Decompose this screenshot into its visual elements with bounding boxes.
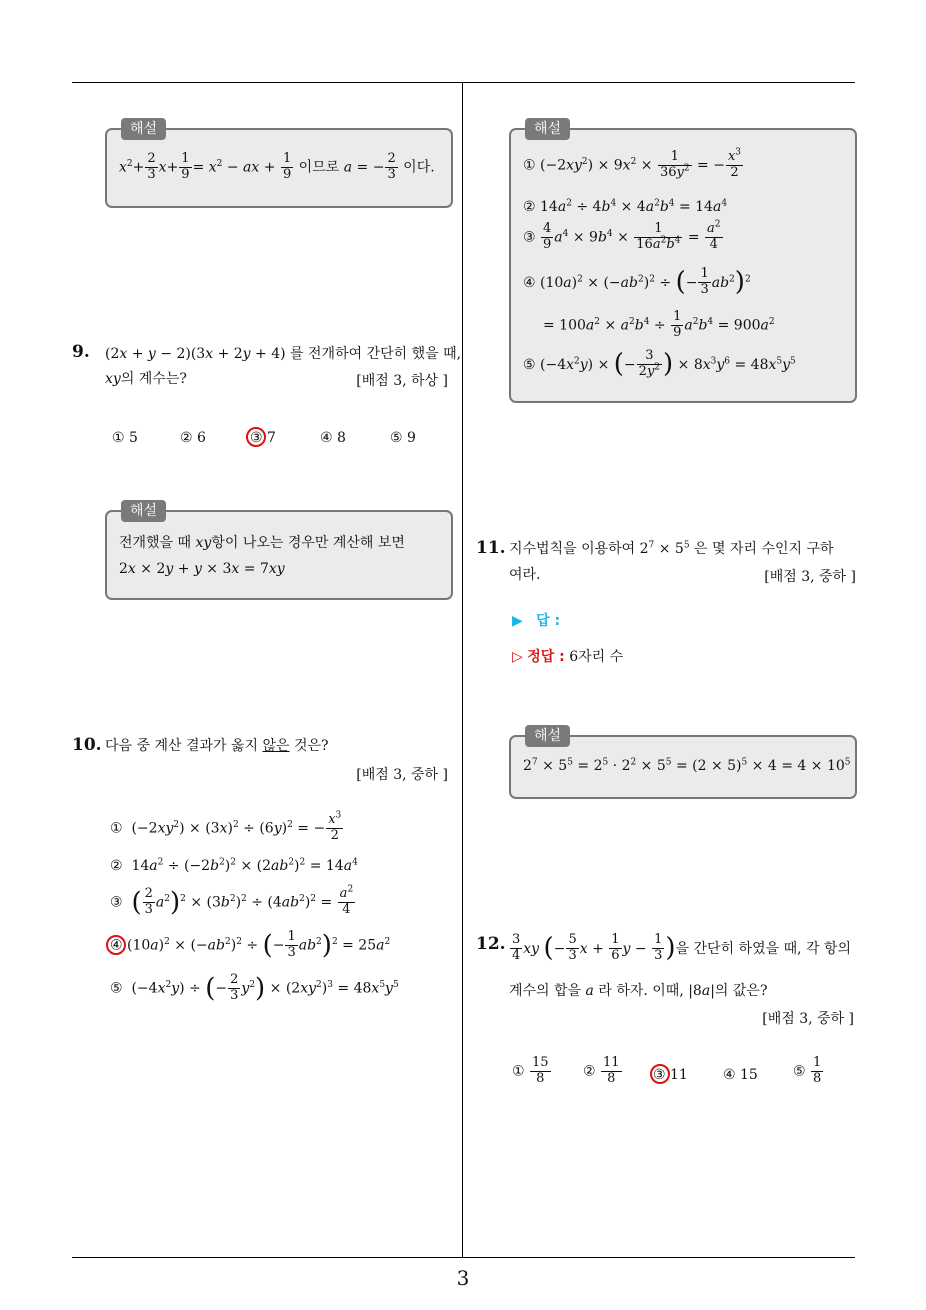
play-triangle-icon: ▶ <box>512 613 523 629</box>
q10-meta: [배점 3, 중하 ] <box>356 767 448 783</box>
correct-value: 6자리 수 <box>569 649 624 665</box>
q12-text2a: 계수의 합을 <box>509 983 582 999</box>
solution-box-q10 <box>509 121 857 403</box>
answer-mark-circle <box>246 427 266 447</box>
page-number: 3 <box>456 1266 470 1290</box>
q11-line2: 여라. <box>509 567 541 583</box>
q10-line1 <box>105 737 329 755</box>
q12-choice-4[interactable]: ④ 15 <box>723 1067 758 1083</box>
q11-line1: 지수법칙을 이용하여 $2^7 \times 5^5$ 은 몇 자리 수인지 구하 <box>509 540 834 557</box>
outline-triangle-icon: ▷ <box>512 649 523 665</box>
solution-q9-line1: 전개했을 때 xy항이 나오는 경우만 계산해 보면 <box>119 535 405 551</box>
q9-line1: (2x + y − 2)(3x + 2y + 4) 를 전개하여 간단히 했을 때, <box>105 346 462 362</box>
q9-sol-text-a: 전개했을 때 <box>119 535 192 551</box>
q12-choice-1[interactable]: ① $\frac{15}{8}$ <box>512 1055 549 1086</box>
q12-choice-3[interactable]: ③ 11 <box>653 1067 688 1083</box>
q12-line1: $\frac{3}{4}$ xy (− $\frac{5}{3}$ x + $\frac{1}{6}$ y − $\frac{1}{3}$ )을 간단히 하였을 때, 각 항의 <box>512 932 852 964</box>
column-divider <box>462 82 463 1258</box>
q10-choice-3[interactable]: ③ ( $\frac{2}{3}$ $a^2)^2 \times (3b^2)^2 \div (4ab^2)^2$ = $\frac{a^2}{4}$ <box>110 884 354 918</box>
q11-meta: [배점 3, 중하 ] <box>764 569 856 585</box>
solution-q10-line1: ① $(-2xy^2) \times 9x^2$ × $\frac{1}{36y^2}$ = − $\frac{x^3}{2}$ <box>523 147 742 180</box>
q11-correct-row <box>512 648 623 666</box>
question-number: 12. <box>476 934 506 954</box>
q9-sol-text-b: 항이 나오는 경우만 계산해 보면 <box>211 535 405 551</box>
q8-suffix: 이므로 <box>298 159 340 176</box>
q12-choice-5[interactable]: ⑤ $\frac{1}{8}$ <box>793 1055 822 1086</box>
top-rule <box>72 82 855 83</box>
q12-line2: 계수의 합을 a 라 하자. 이때, |8a|의 값은? <box>509 983 768 999</box>
question-number: 9. <box>72 342 90 362</box>
q12-text2c: 의 값은? <box>714 983 768 999</box>
q10-choice-2[interactable]: ② $14a^2 \div (-2b^2)^2 \times (2ab^2)^2 = 14a^4$ <box>110 857 358 874</box>
solution-label: 해설 <box>525 118 570 140</box>
solution-box-q11 <box>509 728 857 799</box>
q10-text-pre: 다음 중 계산 결과가 옳지 <box>105 738 263 754</box>
q8-end: 이다. <box>403 159 435 176</box>
solution-box-q9 <box>105 503 453 600</box>
q9-choice-3[interactable]: ③ 7 <box>250 430 276 446</box>
solution-q9-line2: 2x × 2y + y × 3x = 7xy <box>119 561 285 577</box>
q9-meta: [배점 3, 하상 ] <box>356 373 448 389</box>
solution-q10-line3: ③ $\frac{4}{9}$ $a^4 \times 9b^4$ × $\frac{1}{16a^2b^4}$ = $\frac{a^2}{4}$ <box>523 219 721 252</box>
q10-choice-4[interactable]: ④ $(10a)^2 \times (-ab^2)^2$ ÷ (− $\frac{1}{3}$ $ab^2)^2 = 25a^2$ <box>110 929 391 961</box>
answer-label: 답 : <box>536 613 561 629</box>
solution-q10-line4: ④ $(10a)^2 \times (-ab^2)^2$ ÷ (− $\frac{1}{3}$ $ab^2)^2$ <box>523 266 751 298</box>
answer-mark-circle <box>650 1064 670 1084</box>
q10-text-post: 것은? <box>289 738 329 754</box>
q10-choice-5[interactable]: ⑤ $(-4x^2y)$ ÷ (− $\frac{2}{3}$ $y^2) \times (2xy^2)^3 = 48x^5y^5$ <box>110 972 399 1004</box>
solution-q11-line1: $2^7 \times 5^5 = 2^5 \cdot 2^2 \times 5^5 = (2 \times 5)^5 \times 4 = 4 \times 10^5$ <box>523 757 851 774</box>
solution-box-q8 <box>105 121 453 208</box>
q11-text1a: 지수법칙을 이용하여 <box>509 541 636 557</box>
q12-text1: 을 간단히 하였을 때, 각 항의 <box>675 940 852 957</box>
q9-choice-1[interactable]: ① 5 <box>112 430 138 446</box>
q9-line2: xy의 계수는? <box>105 371 187 387</box>
q10-choice-1[interactable]: ① $(-2xy^2) \times (3x)^2 \div (6y)^2$ = − $\frac{x^3}{2}$ <box>110 810 342 843</box>
q9-choice-5[interactable]: ⑤ 9 <box>390 430 416 446</box>
question-number: 10. <box>72 735 102 755</box>
solution-q10-line5: = $100a^2 \times a^2b^4$ ÷ $\frac{1}{9}$ $a^2b^4 = 900a^2$ <box>543 309 775 340</box>
solution-label: 해설 <box>121 118 166 140</box>
solution-q8-line1: $x^2+$ $\frac{2}{3}$ x+ $\frac{1}{9}$ = $x^2$ − ax + $\frac{1}{9}$ 이므로 a = − $\frac{2}{3}$ 이다. <box>119 151 435 182</box>
q11-answer-row <box>512 612 560 630</box>
q12-choice-2[interactable]: ② $\frac{11}{8}$ <box>583 1055 620 1086</box>
solution-label: 해설 <box>121 500 166 522</box>
solution-q10-line2: ② $14a^2 \div 4b^4 \times 4a^2b^4 = 14a^4$ <box>523 198 728 215</box>
solution-label: 해설 <box>525 725 570 747</box>
q10-text-under: 않은 <box>262 738 290 754</box>
solution-q10-line6: ⑤ $(-4x^2y)$ × (− $\frac{3}{2y^2}$ ) × $8x^3y^6 = 48x^5y^5$ <box>523 348 796 380</box>
correct-label: 정답 : <box>527 649 565 665</box>
q9-text2: 의 계수는? <box>120 371 187 387</box>
q11-text1b: 은 몇 자리 수인지 구하 <box>694 541 834 557</box>
q9-choice-4[interactable]: ④ 8 <box>320 430 346 446</box>
answer-mark-circle <box>106 935 126 955</box>
bottom-rule <box>72 1257 855 1258</box>
question-number: 11. <box>476 538 506 558</box>
q12-meta: [배점 3, 중하 ] <box>762 1011 854 1027</box>
q9-choice-2[interactable]: ② 6 <box>180 430 206 446</box>
q12-text2b: 라 하자. 이때, <box>598 983 684 999</box>
q9-text1: 를 전개하여 간단히 했을 때, <box>290 346 462 362</box>
